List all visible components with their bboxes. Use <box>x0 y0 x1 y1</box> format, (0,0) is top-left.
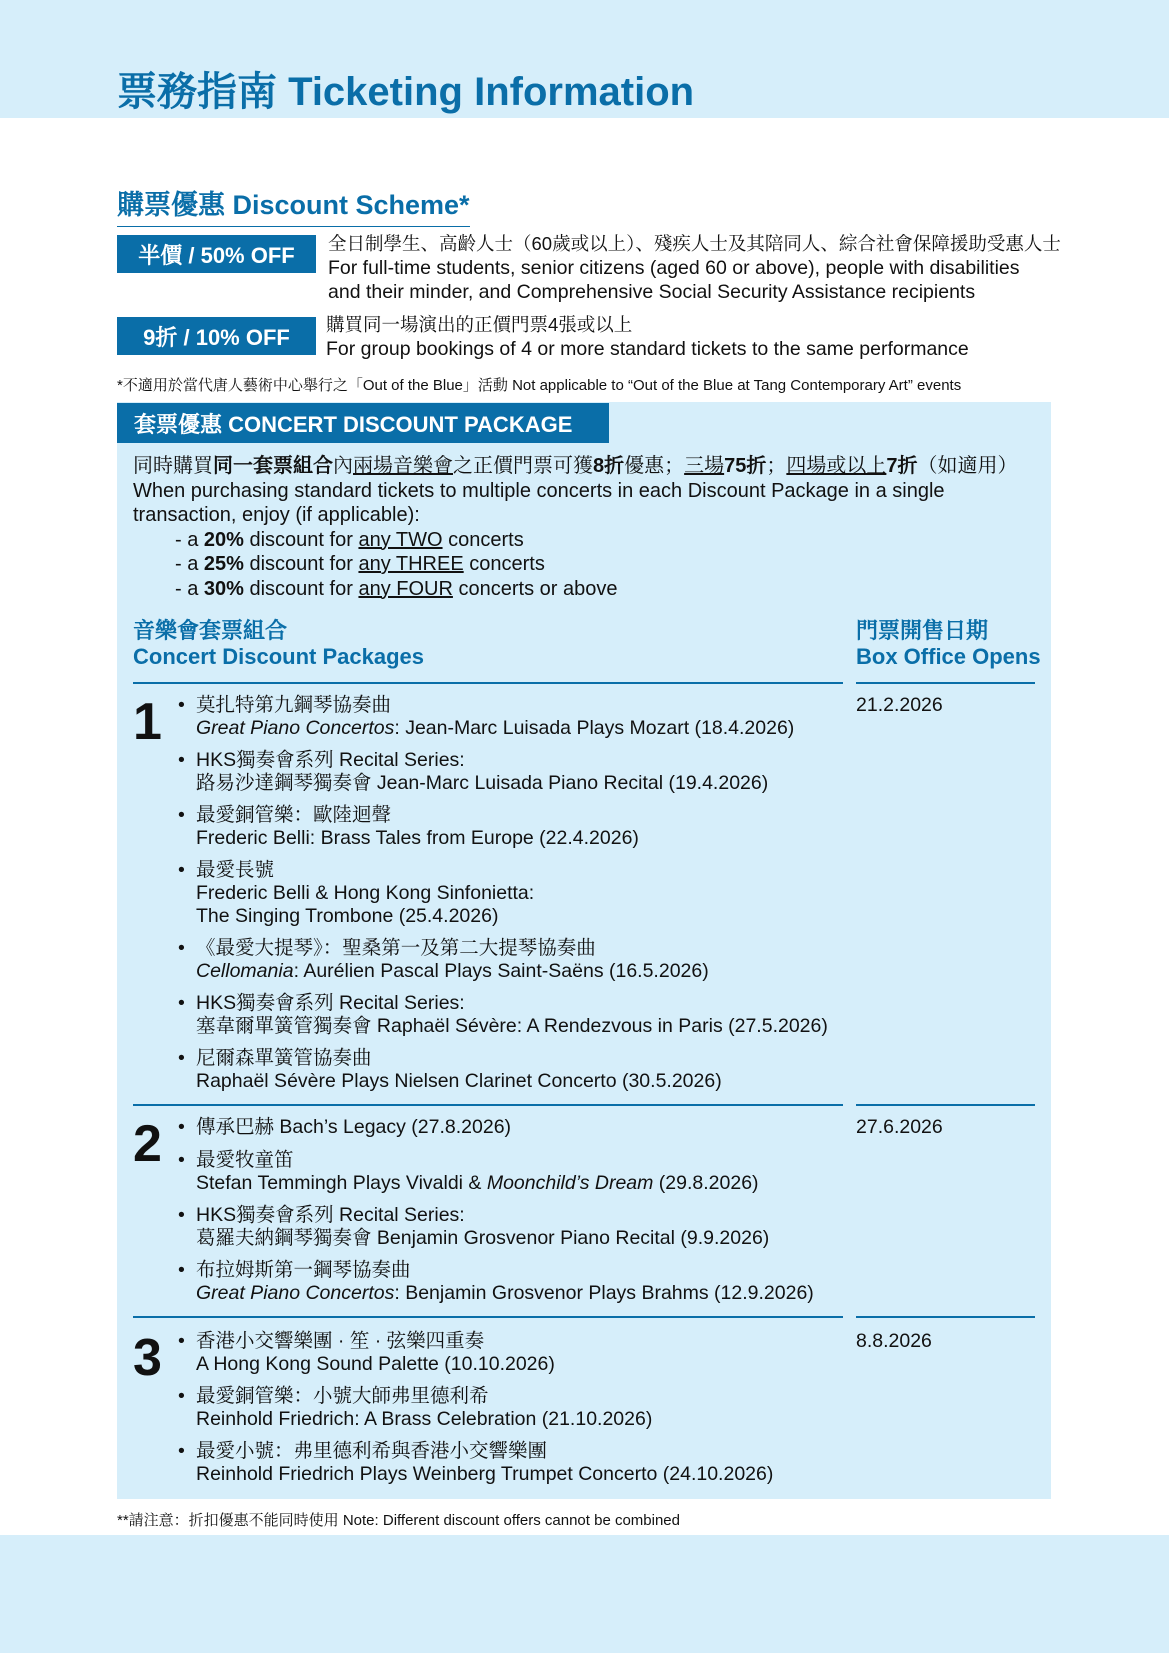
half-price-text-zh: 全日制學生、高齡人士（60歲或以上）、殘疾人士及其陪同人、綜合社會保障援助受惠人士 <box>328 233 1061 254</box>
concert-detail: Frederic Belli: Brass Tales from Europe (22.4.2026) <box>196 827 639 849</box>
concert-title: 最愛牧童笛 <box>196 1149 294 1171</box>
concert-title: HKS獨奏會系列 Recital Series: <box>196 992 465 1014</box>
half-price-text-en-2: and their minder, and Comprehensive Social Security Assistance recipients <box>328 281 976 303</box>
bullet-icon: • <box>178 1259 185 1281</box>
concert-detail: Reinhold Friedrich Plays Weinberg Trumpet Concerto (24.10.2026) <box>196 1463 774 1485</box>
section-divider <box>133 1316 843 1318</box>
concert-title: 莫扎特第九鋼琴協奏曲 <box>196 694 392 716</box>
group-discount-text-en: For group bookings of 4 or more standard tickets to the same performance <box>326 338 969 360</box>
concert-detail: 路易沙達鋼琴獨奏會 Jean-Marc Luisada Piano Recital (19.4.2026) <box>196 772 769 794</box>
section-divider <box>133 1104 843 1106</box>
concert-item <box>178 937 709 983</box>
section-divider <box>856 1316 1035 1318</box>
concert-title: 最愛銅管樂：歐陸迴聲 <box>196 804 392 826</box>
bullet-icon: • <box>178 804 185 826</box>
concert-item <box>178 1385 652 1431</box>
concert-item <box>178 1330 555 1376</box>
concert-title: 最愛長號 <box>196 859 275 881</box>
package-number: 3 <box>133 1329 162 1387</box>
concert-title: HKS獨奏會系列 Recital Series: <box>196 749 465 771</box>
page-title: 票務指南 Ticketing Information <box>117 70 695 114</box>
concert-title: 香港小交響樂團 · 笙 · 弦樂四重奏 <box>196 1330 485 1352</box>
concert-detail: 葛羅夫納鋼琴獨奏會 Benjamin Grosvenor Piano Recital (9.9.2026) <box>196 1227 770 1249</box>
package-intro-zh: 同時購買同一套票組合內兩場音樂會之正價門票可獲8折優惠；三場75折；四場或以上7折（如適用） <box>133 455 1018 477</box>
concert-detail: Stefan Temmingh Plays Vivaldi & Moonchild’s Dream (29.8.2026) <box>196 1172 759 1194</box>
bullet-icon: • <box>178 749 185 771</box>
package-number: 1 <box>133 693 162 751</box>
concert-title: 尼爾森單簧管協奏曲 <box>196 1047 372 1069</box>
concert-title: 最愛小號：弗里德利希與香港小交響樂團 <box>196 1440 548 1462</box>
concert-detail: Cellomania: Aurélien Pascal Plays Saint-Saëns (16.5.2026) <box>196 960 709 982</box>
concert-title: 布拉姆斯第一鋼琴協奏曲 <box>196 1259 411 1281</box>
bullet-icon: • <box>178 859 185 881</box>
box-office-date: 21.2.2026 <box>856 694 943 716</box>
packages-header-zh: 音樂會套票組合 <box>133 618 288 643</box>
footer-band <box>0 1535 1169 1653</box>
half-price-badge: 半價 / 50% OFF <box>117 235 316 273</box>
bullet-icon: • <box>178 1149 185 1171</box>
bottom-note: **請注意：折扣優惠不能同時使用 Note: Different discount offers cannot be combined <box>117 1512 680 1529</box>
bullet-icon: • <box>178 1116 185 1138</box>
concert-detail: A Hong Kong Sound Palette (10.10.2026) <box>196 1353 555 1375</box>
concert-title: 最愛銅管樂：小號大師弗里德利希 <box>196 1385 489 1407</box>
concert-item <box>178 1149 759 1195</box>
bullet-icon: • <box>178 1047 185 1069</box>
bullet-icon: • <box>178 1204 185 1226</box>
bullet-icon: • <box>178 937 185 959</box>
concert-title: 《最愛大提琴》：聖桑第一及第二大提琴協奏曲 <box>196 937 596 959</box>
concert-detail: Reinhold Friedrich: A Brass Celebration (21.10.2026) <box>196 1408 653 1430</box>
concert-title: 傳承巴赫 Bach’s Legacy (27.8.2026) <box>196 1116 512 1138</box>
package-intro-en-2: transaction, enjoy (if applicable): <box>133 504 420 526</box>
tier-item: - a 30% discount for any FOUR concerts or above <box>175 577 618 600</box>
package-intro <box>133 454 1018 601</box>
concert-item <box>178 749 768 795</box>
concert-item <box>178 804 639 850</box>
group-discount-text-zh: 購買同一場演出的正價門票4張或以上 <box>326 314 633 335</box>
bullet-icon: • <box>178 1330 185 1352</box>
box-office-date: 27.6.2026 <box>856 1116 943 1138</box>
opens-header-en: Box Office Opens <box>856 644 1041 669</box>
package-header: 套票優惠 CONCERT DISCOUNT PACKAGE <box>117 403 609 443</box>
section-divider <box>856 682 1035 684</box>
discount-scheme-title: 購票優惠 Discount Scheme* <box>117 183 470 227</box>
concert-item <box>178 1440 773 1486</box>
group-discount-badge: 9折 / 10% OFF <box>117 317 316 355</box>
box-office-date: 8.8.2026 <box>856 1330 932 1352</box>
concert-detail: Raphaël Sévère Plays Nielsen Clarinet Concerto (30.5.2026) <box>196 1070 722 1092</box>
bullet-icon: • <box>178 1440 185 1462</box>
concert-item <box>178 1116 511 1139</box>
concert-detail: Great Piano Concertos: Jean-Marc Luisada Plays Mozart (18.4.2026) <box>196 717 795 739</box>
section-divider <box>133 682 843 684</box>
concert-item <box>178 1204 769 1250</box>
concert-item <box>178 694 794 740</box>
packages-column-header <box>133 618 424 670</box>
concert-detail: The Singing Trombone (25.4.2026) <box>196 905 499 927</box>
tier-item: - a 25% discount for any THREE concerts <box>175 553 545 575</box>
concert-item <box>178 1259 814 1305</box>
section-divider <box>856 1104 1035 1106</box>
scheme-footnote: *不適用於當代唐人藝術中心舉行之「Out of the Blue」活動 Not applicable to “Out of the Blue at Tang Contemporary Art” events <box>117 377 962 394</box>
bullet-icon: • <box>178 694 185 716</box>
half-price-text-en-1: For full-time students, senior citizens (aged 60 or above), people with disabilities <box>328 257 1020 279</box>
group-discount-description <box>326 313 969 361</box>
concert-item <box>178 992 828 1038</box>
concert-item <box>178 859 534 928</box>
concert-detail: Great Piano Concertos: Benjamin Grosvenor Plays Brahms (12.9.2026) <box>196 1282 814 1304</box>
tier-item: - a 20% discount for any TWO concerts <box>175 528 524 551</box>
concert-detail: Frederic Belli & Hong Kong Sinfonietta: <box>196 882 535 904</box>
bullet-icon: • <box>178 992 185 1014</box>
concert-item <box>178 1047 722 1093</box>
concert-detail: 塞韋爾單簧管獨奏會 Raphaël Sévère: A Rendezvous in Paris (27.5.2026) <box>196 1015 828 1037</box>
bullet-icon: • <box>178 1385 185 1407</box>
half-price-description <box>328 232 1061 304</box>
packages-header-en: Concert Discount Packages <box>133 644 424 669</box>
concert-title: HKS獨奏會系列 Recital Series: <box>196 1204 465 1226</box>
package-intro-en-1: When purchasing standard tickets to multiple concerts in each Discount Package in a single <box>133 479 945 502</box>
package-number: 2 <box>133 1115 162 1173</box>
opens-column-header <box>856 618 1041 670</box>
opens-header-zh: 門票開售日期 <box>856 618 989 643</box>
